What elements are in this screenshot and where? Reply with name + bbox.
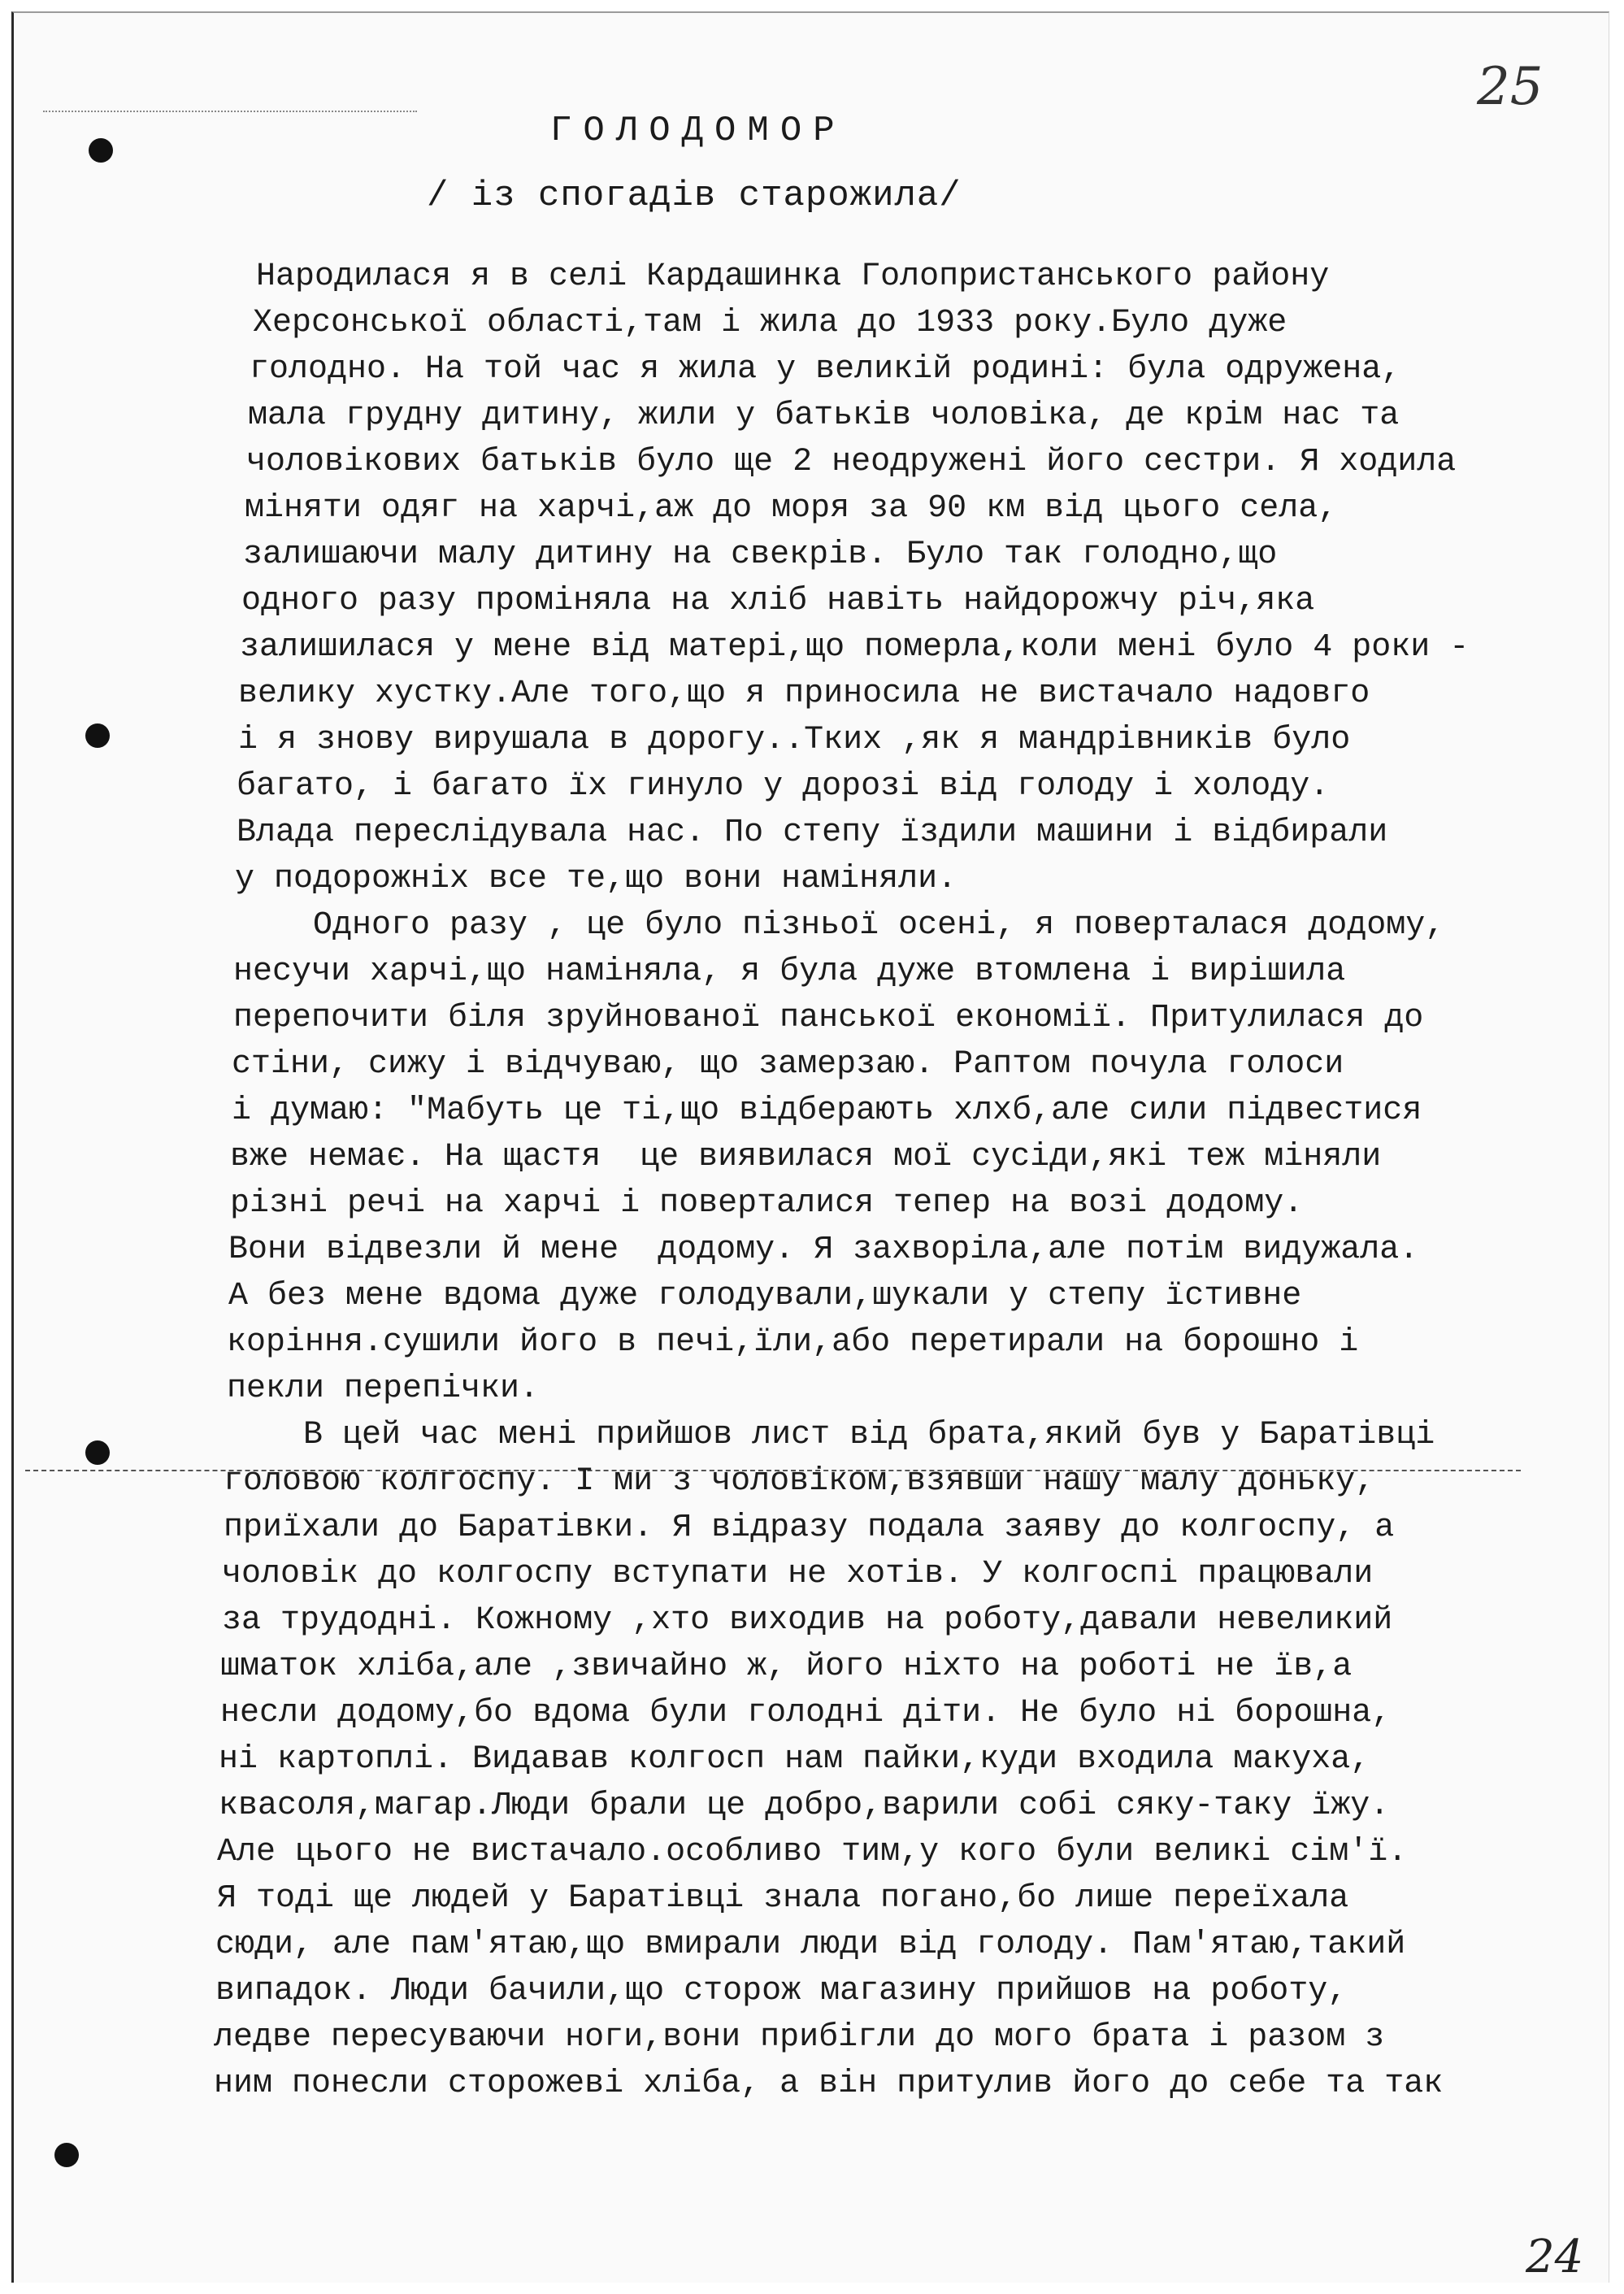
text-line: квасоля,магар.Люди брали це добро,варили собі сяку-таку їжу.	[219, 1788, 1390, 1824]
text-line: В цей час мені прийшов лист від брата,який був у Баратівці	[225, 1417, 1435, 1453]
punch-hole	[54, 2143, 79, 2167]
text-line: Народилася я в селі Кардашинка Голопристанського району	[256, 259, 1330, 295]
text-line: ним понесли сторожеві хліба, а він притулив його до себе та так	[214, 2066, 1444, 2102]
text-line: випадок. Люди бачили,що сторож магазину прийшов на роботу,	[215, 1973, 1348, 2009]
text-line: різні речі на харчі і поверталися тепер на возі додому.	[230, 1185, 1304, 1222]
decorative-dotted-mark	[43, 111, 417, 112]
text-line: багато, і багато їх гинуло у дорозі від голоду і холоду.	[237, 768, 1330, 805]
text-line: велику хустку.Але того,що я приносила не вистачало надовго	[238, 676, 1370, 712]
punch-hole	[85, 723, 110, 748]
text-line: приїхали до Баратівки. Я відразу подала заяву до колгоспу, а	[224, 1510, 1395, 1546]
page-number-top: 25	[1477, 57, 1544, 117]
document-subtitle: / із спогадів старожила/	[427, 176, 962, 216]
punch-hole	[89, 138, 113, 163]
text-line: ні картоплі. Видавав колгосп нам пайки,куди входила макуха,	[219, 1741, 1370, 1778]
text-line: чоловік до колгоспу вступати не хотів. У колгоспі працювали	[222, 1556, 1374, 1592]
document-title: ГОЛОДОМОР	[550, 111, 846, 151]
page-number-bottom: 24	[1526, 2231, 1584, 2283]
text-line: і думаю: "Мабуть це ті,що відберають хлхб,але сили підвестися	[232, 1093, 1422, 1129]
text-line: вже немає. На щастя це виявилася мої сусіди,які теж міняли	[230, 1139, 1382, 1175]
text-line: Я тоді ще людей у Баратівці знала погано,бо лише переїхала	[217, 1880, 1349, 1917]
text-line: Херсонської області,там і жила до 1933 року.Було дуже	[253, 305, 1287, 341]
text-line: залишилася у мене від матері,що померла,коли мені було 4 роки -	[240, 629, 1470, 666]
punch-hole	[85, 1440, 110, 1465]
text-line: чоловікових батьків було ще 2 неодружені його сестри. Я ходила	[246, 444, 1457, 480]
text-line: мала грудну дитину, жили у батьків чоловіка, де крім нас та	[248, 398, 1400, 434]
text-line: міняти одяг на харчі,аж до моря за 90 км від цього села,	[245, 490, 1338, 527]
text-line: ледве пересуваючи ноги,вони прибігли до мого брата і разом з	[214, 2019, 1385, 2056]
text-line: А без мене вдома дуже голодували,шукали у степу їстивне	[228, 1278, 1302, 1314]
text-line: Вони відвезли й мене додому. Я захворіла,але потім видужала.	[228, 1232, 1419, 1268]
text-line: голодно. На той час я жила у великій родині: була одружена,	[250, 351, 1401, 388]
text-line: пекли перепічки.	[227, 1371, 540, 1407]
text-line: стіни, сижу і відчуваю, що замерзаю. Раптом почула голоси	[232, 1046, 1344, 1083]
text-line: Одного разу , це було пізньої осені, я поверталася додому,	[235, 907, 1445, 944]
text-line: коріння.сушили його в печі,їли,або перетирали на борошно і	[227, 1324, 1359, 1361]
text-line: шматок хліба,але ,звичайно ж, його ніхто на роботі не їв,а	[220, 1649, 1353, 1685]
text-line: головою колгоспу. І ми з чоловіком,взявши нашу малу доньку,	[224, 1463, 1375, 1500]
text-line: у подорожніх все те,що вони наміняли.	[235, 861, 957, 897]
text-line: і я знову вирушала в дорогу..Тких ,як я мандрівників було	[238, 722, 1351, 758]
text-line: перепочити біля зруйнованої панської економії. Притулилася до	[233, 1000, 1424, 1036]
text-line: сюди, але пам'ятаю,що вмирали люди від голоду. Пам'ятаю,такий	[215, 1927, 1406, 1963]
text-line: несли додому,бо вдома були голодні діти. Не було ні борошна,	[220, 1695, 1392, 1731]
document-body	[214, 254, 1501, 2107]
document-page	[11, 11, 1609, 2283]
text-line: Влада переслідувала нас. По степу їздили машини і відбирали	[237, 815, 1388, 851]
text-line: несучи харчі,що наміняла, я була дуже втомлена і вирішила	[233, 954, 1346, 990]
text-line: за трудодні. Кожному ,хто виходив на роботу,давали невеликий	[222, 1602, 1393, 1639]
text-line: залишаючи малу дитину на свекрів. Було так голодно,що	[243, 537, 1278, 573]
text-line: одного разу проміняла на хліб навіть найдорожчу річ,яка	[241, 583, 1315, 619]
text-line: Але цього не вистачало.особливо тим,у кого були великі сім'ї.	[217, 1834, 1408, 1870]
